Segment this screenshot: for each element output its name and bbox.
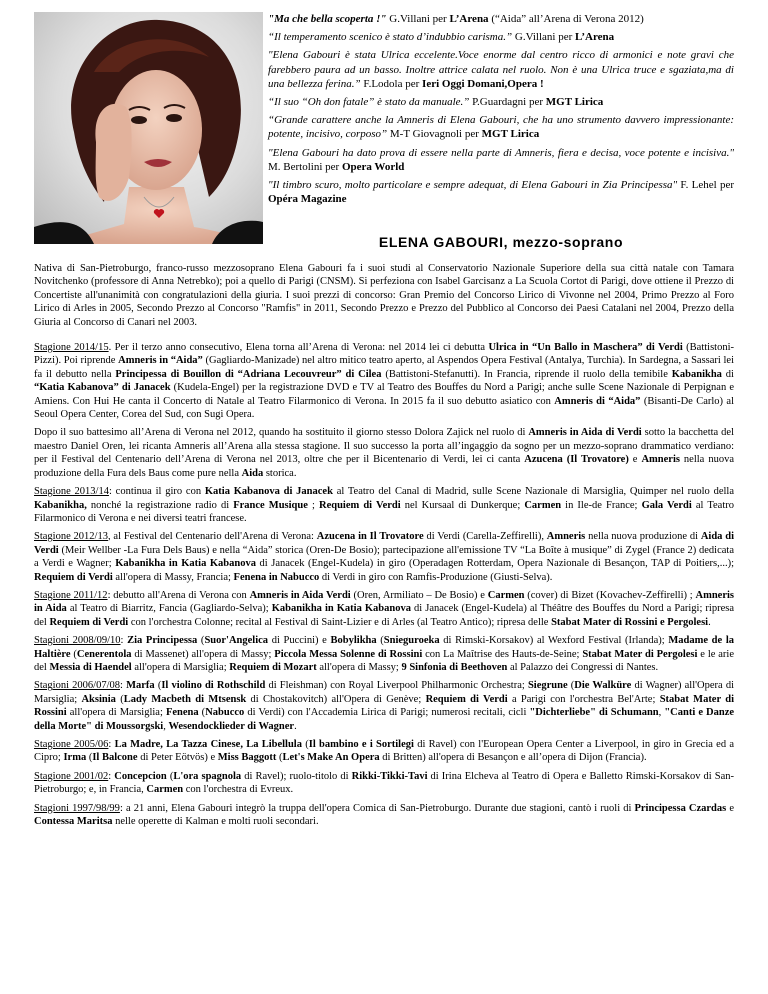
quote-source: G.Villani per (386, 13, 450, 25)
season-text: di Chostakovitch) all'Opera di Genève; (246, 693, 426, 705)
season-text: con l'orchestra Colonne; recital al Festival di Saint-Lizier e di Arles (al Teatro Antico); ripresa delle (128, 616, 552, 628)
season-text: con l'orchestra di Evreux. (183, 784, 294, 796)
role-title: Aksinia (81, 693, 116, 705)
season-paragraph (34, 679, 734, 733)
season-text: (Battistoni-Stefanutti). In Francia, riprende il ruolo della temibile (381, 368, 672, 380)
season-text: nonché la registrazione radio di (86, 499, 234, 511)
season-text: : continua il giro con (108, 486, 205, 498)
season-label: Stagione 2013/14 (34, 486, 109, 498)
season-text: : (120, 635, 128, 647)
season-text: all'opera di Marsiglia; (66, 707, 166, 719)
role-title: Katia Kabanova di Janacek (204, 486, 333, 498)
role-title: Stabat Mater di Rossini e Pergolesi (551, 616, 709, 628)
season-label: Stagione 2014/15 (34, 342, 109, 354)
role-title: Carmen (487, 589, 525, 601)
role-title: Amneris in Aida (34, 589, 734, 615)
season-text: , (658, 707, 665, 719)
season-text: di Verdi in giro con Ramfis-Produzione (Giusti-Selva). (319, 571, 553, 583)
season-text: ( (198, 707, 206, 719)
press-quote (268, 30, 734, 44)
quote-source: F.Lodola per (360, 77, 423, 90)
season-text: , (163, 720, 169, 732)
role-title: “Katia Kabanova” di Janacek (34, 382, 171, 394)
role-title: Requiem di Verdi (49, 616, 129, 628)
season-text: ( (166, 770, 174, 782)
role-title: Concepcion (114, 770, 167, 782)
press-quote (268, 178, 734, 206)
season-text: ( (197, 635, 205, 647)
intro-paragraph: Nativa di San-Pietroburgo, franco-russo mezzosoprano Elena Gabouri fa i suoi studi al Conservatorio Nazionale Superiore della sua città natale con Tamara Novitchenko (professore di Anna Netrebko); poi a quello di Parigi (CNSM). Si perfeziona con Isabel Garcisanz a La Scuola Cortot di Parigi, dove ottiene il Prezzo di Concertiste all'unanimità con congratulazioni della giuria. I suoi prezzi di concorso: Gran Premio del Concorso Lirico di Vivonne nel 2004, Primo Prezzo al Foro Lirico di Arles in 2005, Secondo Prezzo al Concorso "Ramfis" in 2011, Secondo Prezzo e Prezzo del Pubblico al Concorso dei Paesi Catalani nel 2004, Prezzo della Giuria al Concorso di Canari nel 2003. (34, 263, 734, 328)
season-text: nel Kursaal di Dunkerque; (400, 499, 525, 511)
season-text: di Ravel) con l'European Opera Center a Liverpool, in giro in Grecia ed a Cipro; (34, 739, 735, 764)
season-text: di Britten) all'opera di Besançon e all’opera di Dijon (Francia). (379, 752, 647, 764)
season-paragraph (34, 802, 734, 829)
season-text: al Palazzo dei Congressi di Nantes. (507, 661, 659, 673)
season-text: : (108, 739, 115, 750)
season-text: : debutto all'Arena di Verona con (107, 589, 250, 601)
season-text: con La Maîtrise des Hauts-de-Seine; (422, 648, 583, 660)
season-text: di Janacek (Engel-Kudela) al Théâtre des Bouffes du Nord a Parigi; ripresa del (34, 603, 734, 628)
season-text: Dopo il suo battesimo all’Arena di Verona nel 2012, quando ha sostituito il giorno stesso Dolora Zajick nel ruolo di (34, 427, 529, 439)
season-text: all'opera di Marsiglia; (131, 661, 230, 673)
season-text: nella nuova produzione di (585, 531, 701, 543)
role-title: Stabat Mater di Rossini (34, 693, 734, 719)
season-text: (Gagliardo-Manizade) nel altro mitico teatro aperto, al Aspendos Opera Festival (Antalya, Turchia). In Sardegna, a Sassari lei fa il debutto nella (34, 355, 734, 380)
role-title: Fenena (165, 707, 199, 719)
season-label: Stagioni 2008/09/10 (34, 635, 121, 647)
role-title: Rikki-Tikki-Tavi (351, 770, 428, 782)
role-title: 9 Sinfonia di Beethoven (401, 661, 508, 673)
role-title: Amneris (641, 454, 680, 466)
press-quotes (268, 12, 734, 210)
season-text: storica. (263, 467, 297, 479)
role-title: Azucena (Il Trovatore) (524, 454, 629, 466)
season-paragraph (34, 426, 734, 480)
season-paragraph (34, 770, 734, 797)
role-title: Irma (63, 752, 87, 764)
season-text: . Per il terzo anno consecutivo, Elena torna all’Arena di Verona: nel 2014 lei ci debutta (108, 342, 489, 354)
quote-publication: Ieri Oggi Domani,Opera ! (422, 77, 544, 90)
quote-publication: Opéra Magazine (268, 193, 347, 206)
season-label: Stagione 2001/02 (34, 770, 109, 782)
season-text: , al Festival del Centenario dell'Arena di Verona: (107, 531, 317, 543)
role-title: Azucena in Il Trovatore (316, 531, 424, 543)
season-text: di Puccini) e (268, 635, 331, 647)
season-text: : a 21 anni, Elena Gabouri integrò la truppa dell'opera Comica di San-Pietroburgo. Durante due stagioni, cantò i ruoli di (119, 802, 635, 814)
season-text: ; (307, 499, 319, 511)
role-title: Miss Baggott (217, 752, 277, 764)
season-text: al Teatro Filarmonico di Verona e nei diversi teatri francese. (34, 499, 734, 524)
season-text: ( (276, 752, 283, 764)
season-text: (Oren, Armiliato – De Bosio) e (350, 589, 488, 601)
season-text: di Wagner) all'Opera di Marsiglia; (34, 680, 734, 705)
role-title: Madame de la Haltière (34, 635, 735, 660)
season-text: in Ile-de France; (561, 499, 642, 511)
quote-publication: L’Arena (449, 13, 489, 25)
role-title: Gala Verdi (641, 499, 692, 511)
season-text: di Janacek (Engel-Kudela) in giro (Operadagen Rotterdam, Opera Nazionale di Besançon, TAP di Poitiers,...); (255, 558, 734, 570)
season-text: di Fleishman) con Royal Liverpool Philharmonic Orchestra; (265, 680, 528, 692)
quote-text: “Grande carattere anche la Amneris di Elena Gabouri, che ha uno strumento davvero impressionante: potente, incisivo, corposo” (268, 114, 734, 141)
role-title: Amneris in Aida Verdi (249, 589, 351, 601)
press-quote (268, 146, 734, 174)
season-label: Stagioni 2006/07/08 (34, 680, 120, 692)
role-title: Kabanikha (671, 368, 722, 380)
role-title: Requiem di Verdi (318, 499, 401, 511)
season-text: di Peter Eötvös) e (137, 752, 218, 764)
role-title: Requiem di Verdi (34, 571, 113, 583)
quote-source: M-T Giovagnoli per (387, 128, 482, 141)
quote-source: F. Lehel per (677, 179, 734, 192)
role-title: Principessa Czardas (634, 802, 727, 814)
role-title: Il Balcone (92, 752, 138, 764)
season-text: sotto la bacchetta del maestro Daniel Oren, lei ricanta Amneris all’Arena alla stessa stagione. Il suo successo la porta all’ingaggio da sogno per un mezzo-soprano drammatico verdiano: per il Festival del Centenario dell’Arena di Verona nel 2013, oltre che per il Bicentenario di Verdi, lei ci canta (34, 427, 734, 466)
quote-publication: MGT Lirica (545, 96, 604, 109)
role-title: Amneris (546, 531, 586, 543)
role-title: Messia di Haendel (49, 661, 132, 673)
role-title: Cenerentola (76, 648, 132, 660)
quote-text: "Il timbro scuro, molto particolare e sempre adequat, di Elena Gabouri in Zia Principessa" (268, 179, 678, 192)
role-title: Fenena in Nabucco (233, 571, 320, 583)
role-title: Siegrune (527, 680, 568, 692)
season-label: Stagione 2012/13 (34, 531, 108, 543)
press-quote (268, 95, 734, 109)
role-title: Carmen (524, 499, 562, 511)
season-text: (cover) di Bizet (Kovachev-Zeffirelli) ; (524, 589, 696, 601)
season-text: nelle operette di Kalman e molti ruoli secondari. (112, 816, 319, 828)
season-text: al Teatro del Canal di Madrid, sulle Scene Nazionale di Marsiglia, Quimper nel ruolo della (332, 486, 734, 498)
season-text: al Teatro di Biarritz, Fancia (Gagliardo-Selva); (66, 603, 272, 615)
season-text: (Bisanti-De Carlo) al Seoul Opera Center, Corea del Sud, con Sugi Opera. (34, 395, 735, 421)
season-label: Stagione 2005/06 (34, 739, 109, 750)
role-title: "Dichterliebe" di Schumann (529, 707, 659, 719)
season-text: (Battistoni-Pizzi). Poi riprende (34, 342, 734, 367)
season-text: ( (115, 693, 124, 705)
role-title: Let's Make An Opera (282, 752, 380, 764)
role-title: Nabucco (205, 707, 245, 719)
role-title: Contessa Maritsa (34, 816, 113, 828)
season-text: (Meir Wellber -La Fura Dels Baus) e nella “Aida” storica (Oren-De Bosio); partecipazione all'emissione TV “La Boîte à musique” di Zygel (France 2) dedicata a Verdi e Wagner; (34, 544, 734, 570)
season-text: ( (154, 680, 162, 692)
role-title: Aida (241, 467, 264, 479)
role-title: Kabanikha, (34, 499, 87, 511)
role-title: Kabanikha in Katia Kabanova (271, 603, 411, 615)
season-text: di Verdi (Carella-Zeffirelli), (423, 531, 547, 543)
quote-source: G.Villani per (512, 31, 576, 44)
season-text: di Rimski-Korsakov) al Wexford Festival (Irlanda); (439, 635, 669, 647)
biography-text (34, 262, 734, 833)
quote-source: M. Bertolini per (268, 160, 342, 173)
season-label: Stagioni 1997/98/99 (34, 802, 120, 814)
role-title: Il bambino e i Sortilegi (308, 739, 414, 750)
season-text: a Parigi con l'orchestra Bel'Arte; (507, 693, 660, 705)
season-paragraph (34, 341, 734, 421)
season-text: ( (70, 648, 77, 660)
quote-source: P.Guardagni per (469, 96, 546, 109)
role-title: France Musique (233, 499, 308, 511)
role-title: Lady Macbeth di Mtsensk (123, 693, 247, 705)
role-title: Die Walküre (574, 680, 632, 692)
role-title: Stabat Mater di Pergolesi (582, 648, 698, 660)
role-title: Amneris di “Aida” (554, 395, 641, 407)
role-title: Snieguroeka (383, 635, 440, 647)
season-text: . (294, 720, 297, 732)
season-text: . (708, 616, 711, 628)
season-label: Stagione 2011/12 (34, 589, 108, 601)
quote-publication: MGT Lirica (481, 128, 540, 141)
season-text: all'opera di Massy; (316, 661, 402, 673)
quote-text: "Elena Gabouri è stata Ulrica eccelente.Voce enorme dal centro ricco di armonici e note gravi che farebbero paura ad un basso. Inoltre attrice calata nel ruolo. Non è una Ulrica truce e sgaziata,ma di una bellezza ferina.” (268, 49, 734, 90)
season-text: e le arie del (34, 648, 735, 673)
quote-publication: L’Arena (575, 31, 615, 44)
quote-text: "Elena Gabouri ha dato prova di essere nella parte di Amneris, fiera e decisa, voce potente e incisiva." (268, 146, 734, 159)
season-text: all'opera di Massy, Francia; (112, 571, 234, 583)
role-title: Carmen (146, 784, 184, 796)
season-text: : (108, 770, 115, 782)
season-text: e (628, 454, 642, 466)
press-quote (268, 12, 734, 26)
role-title: Il violino di Rothschild (161, 680, 266, 692)
press-quote (268, 48, 734, 91)
seasons-list (34, 341, 734, 828)
season-text: (Kudela-Engel) per la registrazione DVD e TV al Teatro des Bouffes du Nord a Parigi; anche sulle Scene Nazionale di Perpignan e Amiens. Con Hui He canta il Concerto di Natale al Teatro Filarmonico di Verona. In 2015 fa il suo debutto asiatico con (34, 382, 734, 407)
portrait-photo (34, 12, 263, 244)
role-title: Wesendocklieder di Wagner (168, 720, 295, 732)
role-title: Piccola Messa Solenne di Rossini (274, 648, 423, 660)
season-paragraph (34, 589, 734, 629)
season-paragraph (34, 530, 734, 584)
role-title: Amneris in “Aida” (118, 355, 203, 367)
role-title: Kabanikha in Katia Kabanova (115, 558, 256, 570)
page-title: ELENA GABOURI, mezzo-soprano (378, 234, 624, 250)
season-text: nella nuova produzione della Fura dels Baus come pure nella (34, 454, 734, 479)
role-title: "Canti e Danze della Morte" di Moussorgski (34, 707, 735, 732)
season-text: ( (376, 635, 384, 647)
role-title: Principessa di Bouillon di “Adriana Lecouvreur” di Cilea (115, 368, 382, 380)
season-text: di Ravel); ruolo-titolo di (241, 770, 352, 782)
season-text: di (721, 368, 734, 380)
quote-publication: Opera World (341, 160, 405, 173)
role-title: Requiem di Verdi (425, 693, 508, 705)
season-text: di Verdi) con l'Accademia Lirica di Parigi; numerosi recitali, cicli (244, 707, 530, 719)
quote-text: “Il temperamento scenico è stato d’indubbio carisma.” (268, 31, 513, 44)
season-text: ( (86, 752, 93, 764)
press-quote (268, 113, 734, 141)
season-text: e (726, 802, 734, 814)
role-title: Ulrica in “Un Ballo in Maschera” di Verdi (488, 342, 683, 354)
role-title: Suor'Angelica (204, 635, 269, 647)
season-text: : (120, 680, 127, 692)
season-text: di Massenet) all'opera di Massy; (131, 648, 275, 660)
role-title: Zia Principessa (127, 635, 198, 647)
quote-text: “Il suo “Oh don fatale” è stato da manuale.” (268, 96, 470, 109)
season-paragraph (34, 634, 734, 674)
season-text: ( (301, 739, 309, 750)
quote-text: "Ma che bella scoperta !" (268, 13, 387, 25)
role-title: La Madre, La Tazza Cinese, La Libellula (114, 739, 302, 750)
season-text: di Irina Elcheva al Teatro di Opera e Balletto Rimski-Korsakov di San-Pietroburgo; e, in Francia, (34, 770, 735, 796)
season-text: ( (567, 680, 575, 692)
role-title: L'ora spagnola (173, 770, 242, 782)
role-title: Marfa (126, 680, 155, 692)
role-title: Bobylikha (330, 635, 377, 647)
season-paragraph (34, 738, 734, 765)
role-title: Aida di Verdi (34, 531, 734, 556)
quote-context: (“Aida” all’Arena di Verona 2012) (488, 13, 644, 25)
season-paragraph (34, 485, 734, 525)
role-title: Requiem di Mozart (229, 661, 317, 673)
role-title: Amneris in Aida di Verdi (528, 427, 642, 439)
portrait-image (34, 12, 263, 244)
